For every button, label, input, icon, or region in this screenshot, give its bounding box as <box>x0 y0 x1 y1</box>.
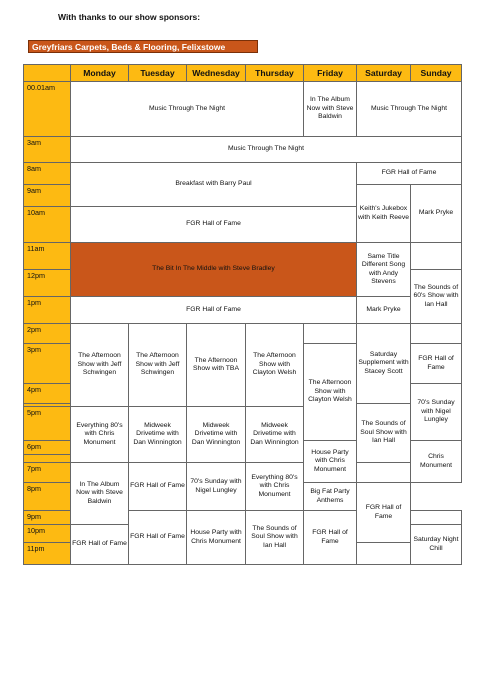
show-cell: The Afternoon Show with Jeff Schwingen <box>71 324 129 407</box>
show-cell: Music Through The Night <box>71 137 462 163</box>
show-cell: FGR Hall of Fame <box>71 297 357 324</box>
sponsor-thanks-text: With thanks to our show sponsors: <box>58 12 201 22</box>
show-cell: FGR Hall of Fame <box>304 511 357 565</box>
show-cell: In The Album Now with Steve Baldwin <box>304 82 357 137</box>
day-header: Thursday <box>246 65 304 82</box>
time-label: 9am <box>24 185 71 207</box>
show-cell: Same Title Different Song with Andy Stevens <box>357 243 411 297</box>
day-header: Monday <box>71 65 129 82</box>
show-cell: In The Album Now with Steve Baldwin <box>71 463 129 525</box>
show-cell: House Party with Chris Monument <box>304 441 357 483</box>
empty-cell <box>357 543 411 565</box>
show-cell: 70's Sunday with Nigel Lungley <box>187 463 246 511</box>
time-label: 8am <box>24 163 71 185</box>
time-label: 2pm <box>24 324 71 344</box>
empty-cell <box>411 324 462 344</box>
show-cell: Chris Monument <box>411 441 462 483</box>
show-cell: Saturday Night Chill <box>411 525 462 565</box>
time-label: 9pm <box>24 511 71 525</box>
empty-cell <box>304 324 357 344</box>
time-label: 12pm <box>24 270 71 297</box>
empty-cell <box>411 243 462 270</box>
show-cell: The Afternoon Show with Jeff Schwingen <box>129 324 187 407</box>
time-label: 7pm <box>24 463 71 483</box>
show-cell: Everything 80's with Chris Monument <box>246 463 304 511</box>
show-cell: The Afternoon Show with TBA <box>187 324 246 407</box>
show-cell: Midweek Drivetime with Dan Winnington <box>246 407 304 463</box>
time-label: 10pm <box>24 525 71 543</box>
show-cell: Music Through The Night <box>357 82 462 137</box>
show-cell: Breakfast with Barry Paul <box>71 163 357 207</box>
time-label: 11am <box>24 243 71 270</box>
show-cell: The Sounds of Soul Show with Ian Hall <box>246 511 304 565</box>
show-cell: Mark Pryke <box>357 297 411 324</box>
show-cell: FGR Hall of Fame <box>71 207 357 243</box>
show-cell: 70's Sunday with Nigel Lungley <box>411 384 462 441</box>
highlight-show-cell: The Bit In The Middle with Steve Bradley <box>71 243 357 297</box>
empty-cell <box>411 511 462 525</box>
show-cell: The Afternoon Show with Clayton Welsh <box>304 344 357 441</box>
show-cell: House Party with Chris Monument <box>187 511 246 565</box>
show-cell: Keith's Jukebox with Keith Reeve <box>357 185 411 243</box>
time-label: 1pm <box>24 297 71 324</box>
show-cell: FGR Hall of Fame <box>71 525 129 565</box>
day-header: Friday <box>304 65 357 82</box>
time-label: 11pm <box>24 543 71 565</box>
show-cell: FGR Hall of Fame <box>411 344 462 384</box>
day-header: Wednesday <box>187 65 246 82</box>
time-label: 6pm <box>24 441 71 455</box>
show-cell: The Afternoon Show with Clayton Welsh <box>246 324 304 407</box>
show-cell: Midweek Drivetime with Dan Winnington <box>187 407 246 463</box>
day-header: Saturday <box>357 65 411 82</box>
time-label: 00.01am <box>24 82 71 137</box>
show-cell: FGR Hall of Fame <box>129 511 187 565</box>
day-header: Sunday <box>411 65 462 82</box>
time-label: 5pm <box>24 407 71 441</box>
header-row <box>24 65 462 82</box>
day-header: Tuesday <box>129 65 187 82</box>
time-label: 10am <box>24 207 71 243</box>
time-label: 4pm <box>24 384 71 404</box>
sponsor-banner: Greyfriars Carpets, Beds & Flooring, Felixstowe <box>28 40 258 53</box>
schedule-table <box>23 64 462 565</box>
show-cell: The Sounds of Soul Show with Ian Hall <box>357 404 411 463</box>
show-cell: Big Fat Party Anthems <box>304 483 357 511</box>
show-cell: FGR Hall of Fame <box>357 483 411 543</box>
time-spacer <box>24 455 71 463</box>
empty-cell <box>357 463 411 483</box>
show-cell: FGR Hall of Fame <box>129 463 187 511</box>
show-cell: Saturday Supplement with Stacey Scott <box>357 324 411 404</box>
show-cell: Music Through The Night <box>71 82 304 137</box>
corner-cell <box>24 65 71 82</box>
show-cell: Everything 80's with Chris Monument <box>71 407 129 463</box>
show-cell: Mark Pryke <box>411 185 462 243</box>
time-label: 3pm <box>24 344 71 384</box>
show-cell: Midweek Drivetime with Dan Winnington <box>129 407 187 463</box>
time-label: 3am <box>24 137 71 163</box>
show-cell: FGR Hall of Fame <box>357 163 462 185</box>
show-cell: The Sounds of 60's Show with Ian Hall <box>411 270 462 324</box>
time-label: 8pm <box>24 483 71 511</box>
